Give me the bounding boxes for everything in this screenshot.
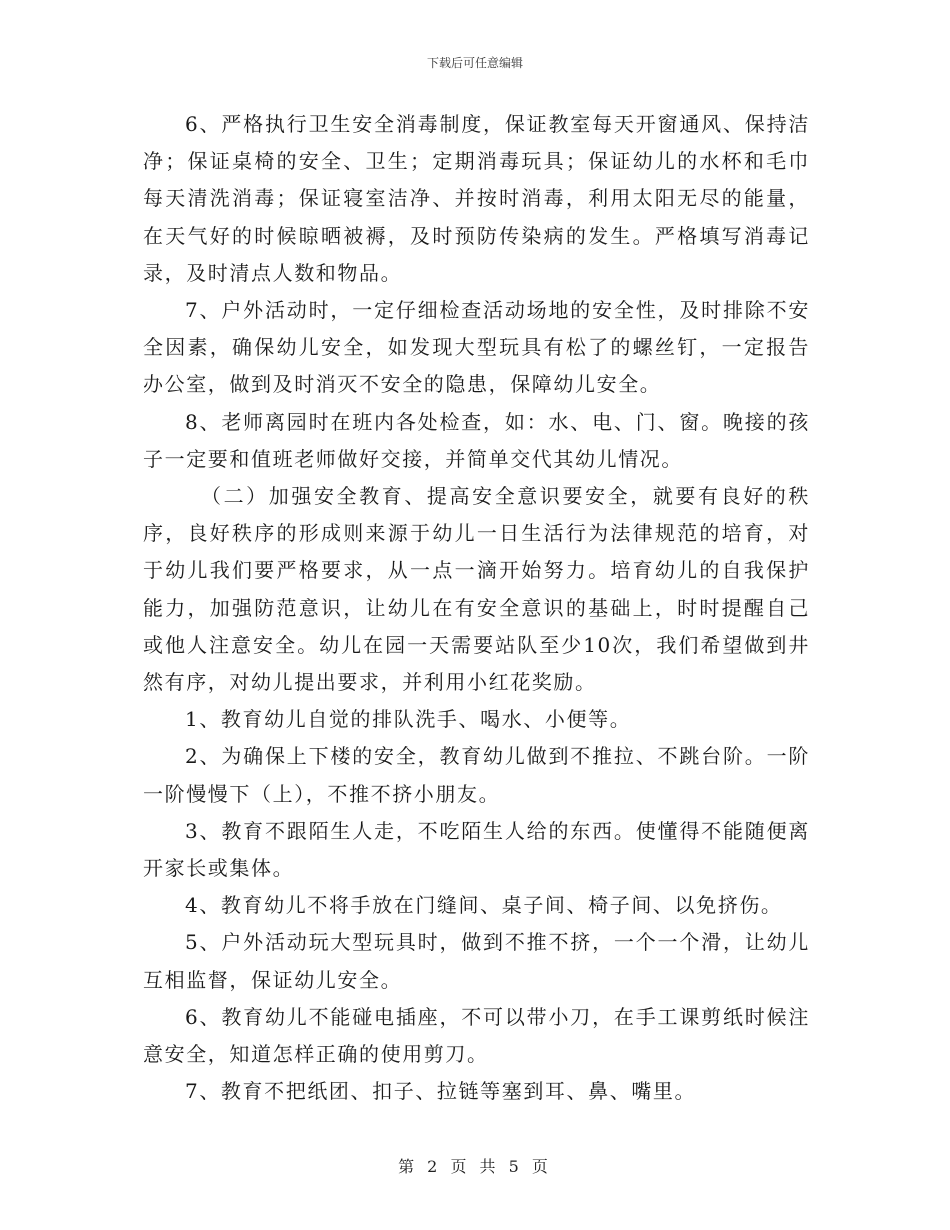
page-number-footer: 第 2 页 共 5 页: [398, 1157, 552, 1176]
paragraph-edu-6: 6、教育幼儿不能碰电插座，不可以带小刀，在手工课剪纸时候注意安全，知道怎样正确的使用剪刀。: [143, 1004, 810, 1067]
page-header: 下载后可任意编辑: [426, 56, 523, 70]
paragraph-edu-7: 7、教育不把纸团、扣子、拉链等塞到耳、鼻、嘴里。: [185, 1079, 697, 1104]
paragraph-edu-2: 2、为确保上下楼的安全，教育幼儿做到不推拉、不跳台阶。一阶一阶慢慢下（上），不推不挤小朋友。: [143, 744, 810, 806]
paragraph-item-7-outdoor: 7、户外活动时，一定仔细检查活动场地的安全性，及时排除不安全因素，确保幼儿安全，如发现大型玩具有松了的螺丝钉，一定报告办公室，做到及时消灭不安全的隐患，保障幼儿安全。: [143, 298, 810, 397]
paragraph-item-8-leaving: 8、老师离园时在班内各处检查，如：水、电、门、窗。晚接的孩子一定要和值班老师做好交接，并简单交代其幼儿情况。: [143, 409, 810, 471]
paragraph-item-6-hygiene: 6、严格执行卫生安全消毒制度，保证教室每天开窗通风、保持洁净；保证桌椅的安全、卫生；定期消毒玩具；保证幼儿的水杯和毛巾每天清洗消毒；保证寝室洁净、并按时消毒，利用太阳无尽的能量，在天气好的时候晾晒被褥，及时预防传染病的发生。严格填写消毒记录，及时清点人数和物品。: [143, 112, 810, 285]
paragraph-edu-4: 4、教育幼儿不将手放在门缝间、桌子间、椅子间、以免挤伤。: [185, 893, 783, 918]
document-body: [143, 106, 810, 1110]
paragraph-edu-3: 3、教育不跟陌生人走，不吃陌生人给的东西。使懂得不能随便离开家长或集体。: [143, 818, 810, 881]
paragraph-edu-1: 1、教育幼儿自觉的排队洗手、喝水、小便等。: [185, 707, 632, 732]
paragraph-edu-5: 5、户外活动玩大型玩具时，做到不推不挤，一个一个滑，让幼儿互相监督，保证幼儿安全。: [143, 930, 810, 992]
section-paragraph-safety-education: （二）加强安全教育、提高安全意识要安全，就要有良好的秩序，良好秩序的形成则来源于幼儿一日生活行为法律规范的培育，对于幼儿我们要严格要求，从一点一滴开始努力。培育幼儿的自我保护能力，加强防范意识，让幼儿在有安全意识的基础上，时时提醒自己或他人注意安全。幼儿在园一天需要站队至少10次，我们希望做到井然有序，对幼儿提出要求，并利用小红花奖励。: [143, 484, 810, 695]
